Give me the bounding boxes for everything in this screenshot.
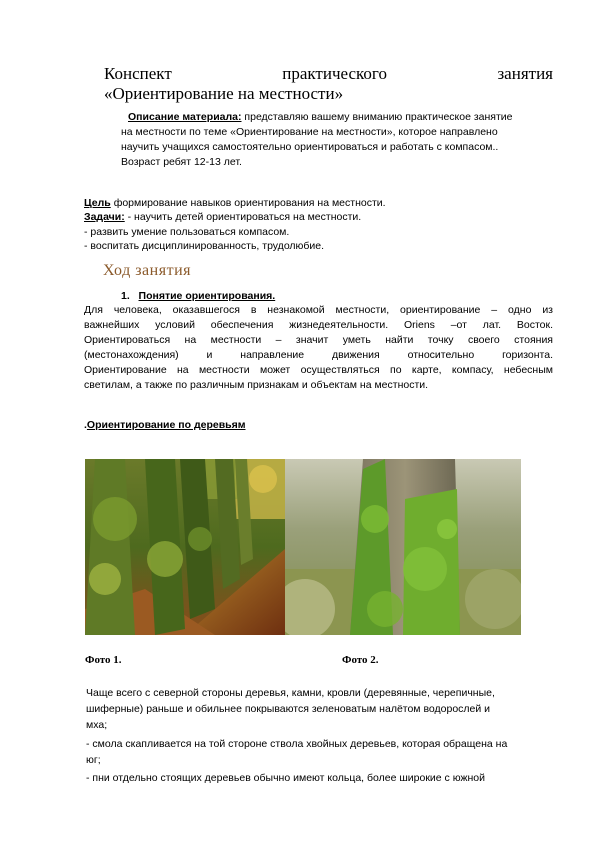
paragraph-line-2: важнейших условий обеспечения жизнедеятельности. Oriens –от лат. Восток.	[84, 319, 553, 331]
goal-label: Цель	[84, 197, 111, 209]
goal-text: формирование навыков ориентирования на местности.	[113, 197, 386, 209]
body-line-4: - смола скапливается на той стороне ствола хвойных деревьев, которая обращена на	[86, 738, 508, 750]
subsection-2-prefix: .	[84, 419, 87, 431]
subsection-1-number: 1.	[121, 290, 130, 302]
paragraph-line-5: Ориентирование на местности может осуществляться по карте, компасу, небесным	[84, 364, 553, 376]
description-line-3: научить учащихся самостоятельно ориентироваться и работать с компасом..	[121, 141, 499, 153]
paragraph-line-3: Ориентироваться на местности – значит уметь найти точку своего стояния	[84, 334, 553, 346]
tasks-item-1: - научить детей ориентироваться на местности.	[127, 211, 362, 223]
subsection-2-title: Ориентирование по деревьям	[86, 419, 246, 431]
description-line-1	[128, 110, 513, 126]
subsection-2-heading	[84, 418, 246, 434]
title-word-2: практического	[282, 64, 387, 83]
caption-photo-1: Фото 1.	[85, 654, 122, 666]
title-line-2: «Ориентирование на местности»	[104, 84, 344, 103]
body-line-2: шиферные) раньше и обильнее покрываются зеленоватым налётом водорослей и	[86, 703, 491, 715]
subsection-1-title: Понятие ориентирования.	[138, 290, 276, 302]
title-word-3: занятия	[497, 64, 553, 83]
tasks-label: Задачи:	[84, 211, 125, 223]
description-text-1: представляю вашему вниманию практическое занятие	[244, 111, 513, 123]
paragraph-line-6: светилам, а также по различным признакам и объектам на местности.	[84, 379, 429, 391]
description-label: Описание материала:	[128, 111, 242, 123]
tasks-item-2: - развить умение пользоваться компасом.	[84, 226, 290, 238]
title-line-1	[104, 64, 553, 84]
caption-photo-2: Фото 2.	[342, 654, 379, 666]
paragraph-line-1: Для человека, оказавшегося в незнакомой местности, ориентирование – одно из	[84, 304, 553, 316]
photo-1-mossy-trees	[85, 459, 285, 635]
body-line-1: Чаще всего с северной стороны деревья, камни, кровли (деревянные, черепичные,	[86, 687, 495, 699]
description-line-2: на местности по теме «Ориентирование на местности», которое направлено	[121, 126, 498, 138]
section-heading: Ход занятия	[103, 262, 191, 279]
body-line-3: мха;	[86, 719, 108, 731]
tasks-item-3: - воспитать дисциплинированность, трудолюбие.	[84, 240, 325, 252]
body-line-6: - пни отдельно стоящих деревьев обычно имеют кольца, более широкие с южной	[86, 772, 485, 784]
description-line-4: Возраст ребят 12-13 лет.	[121, 156, 242, 168]
photo-2-mossy-trunk	[285, 459, 521, 635]
paragraph-line-4: (местонахождения) и направление движения относительно горизонта.	[84, 349, 553, 361]
title-word-1: Конспект	[104, 64, 172, 83]
tasks-line-1	[84, 210, 361, 226]
body-line-5: юг;	[86, 754, 101, 766]
